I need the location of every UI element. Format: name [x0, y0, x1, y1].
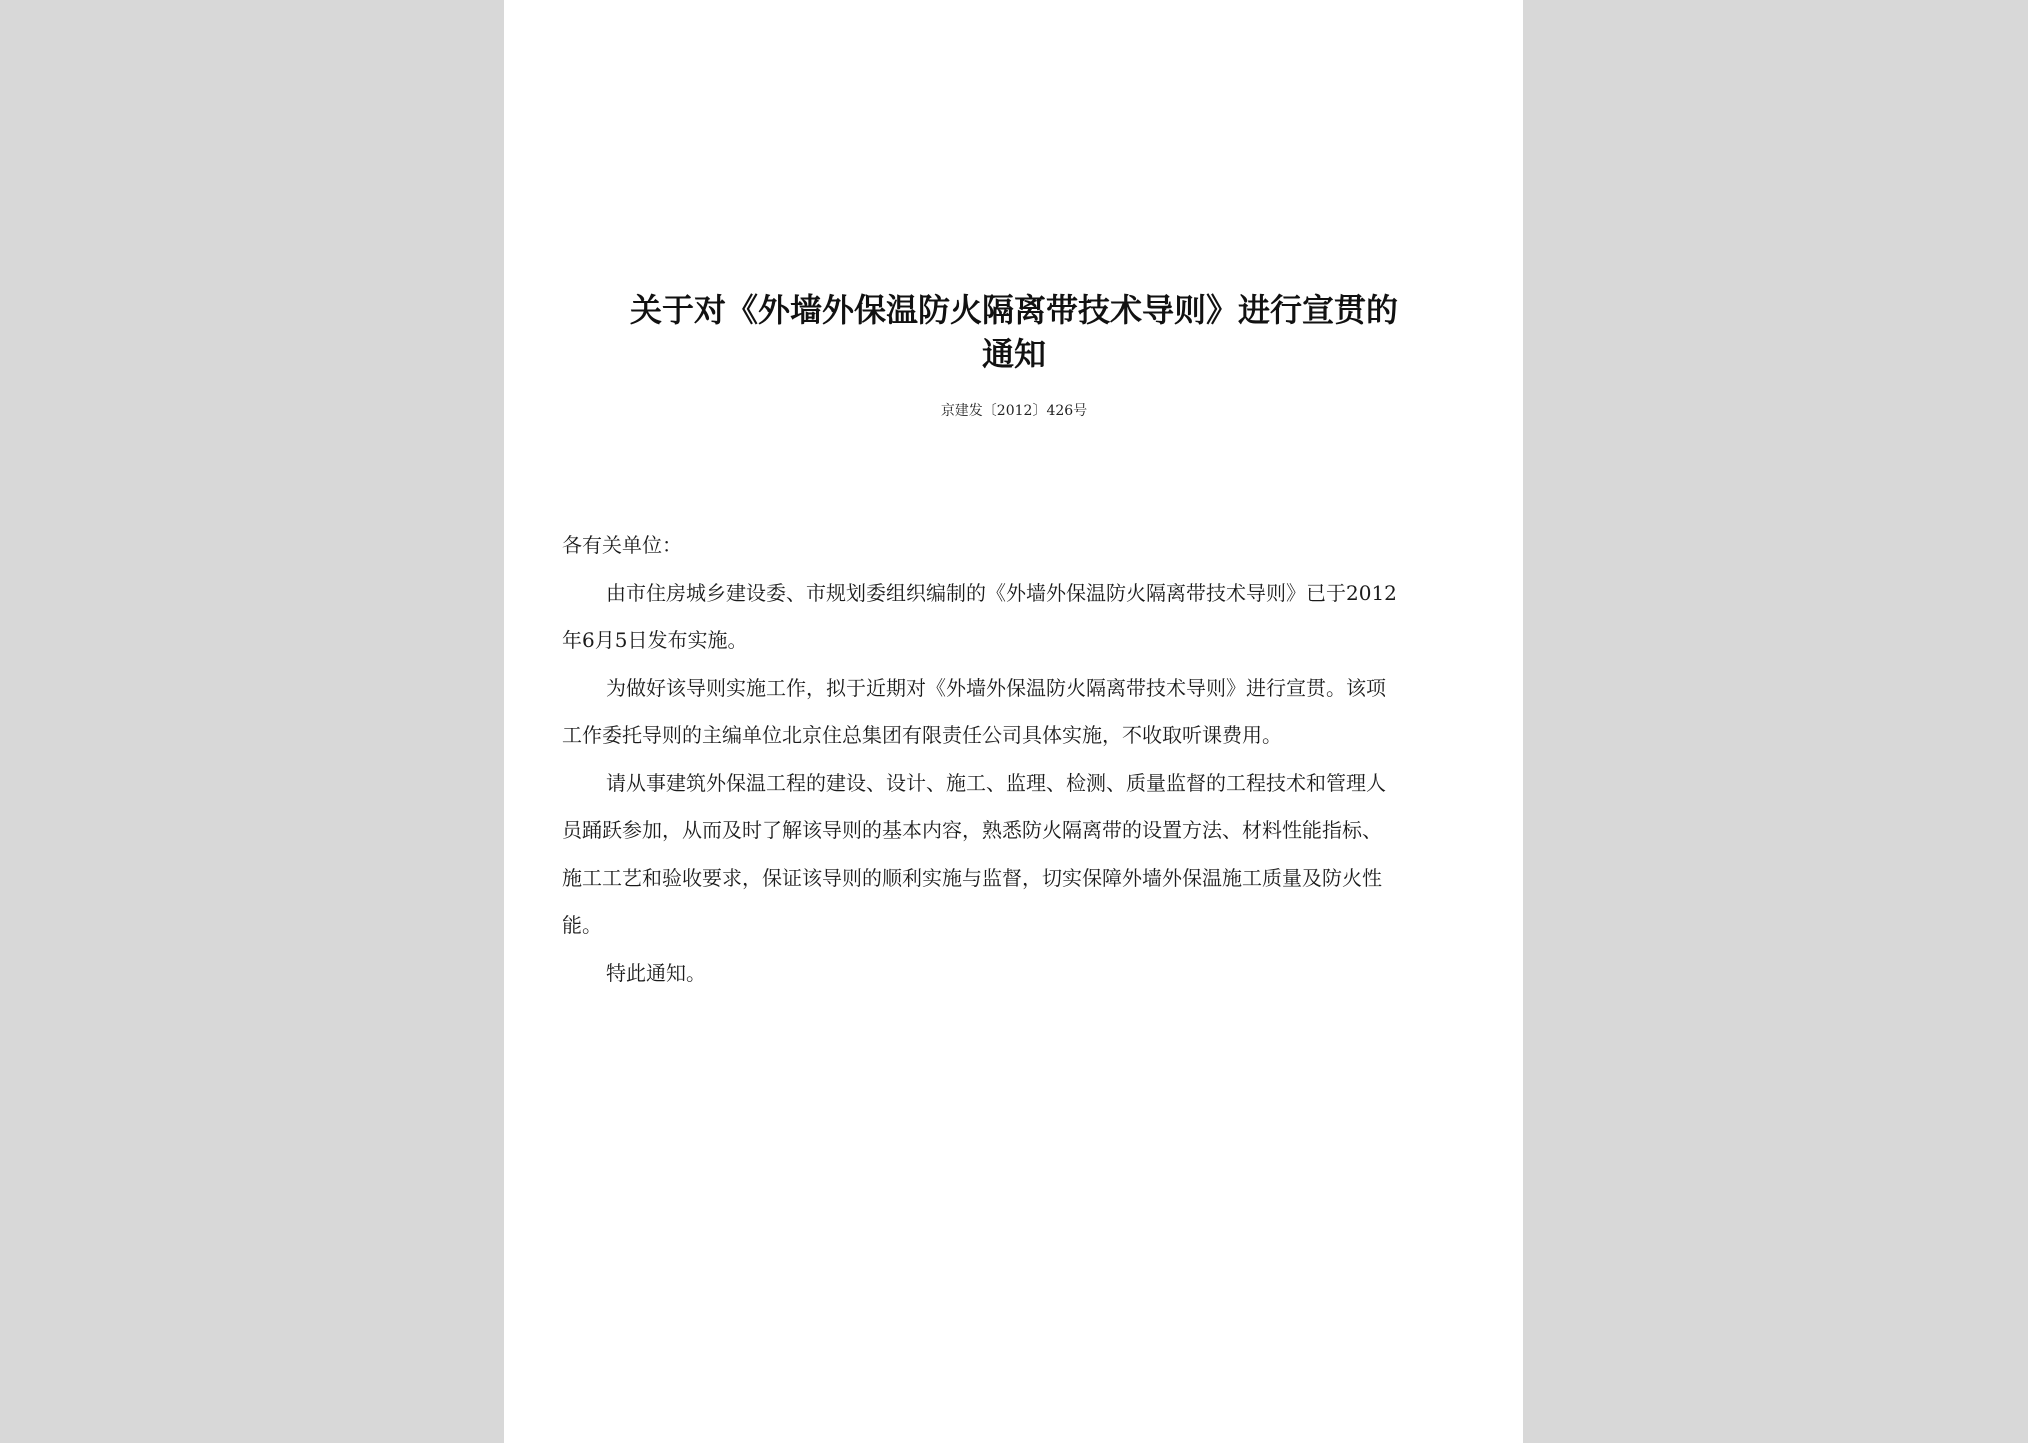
title-line-2: 通知	[981, 335, 1046, 373]
paragraph-1	[562, 570, 1454, 665]
paragraph-2-line-2: 工作委托导则的主编单位北京住总集团有限责任公司具体实施，不收取听课费用。	[562, 723, 1282, 747]
document-body	[562, 522, 1454, 997]
paragraph-2-line-1: 为做好该导则实施工作，拟于近期对《外墙外保温防火隔离带技术导则》进行宣贯。该项	[606, 675, 1386, 700]
document-title	[564, 288, 1464, 376]
paragraph-3	[562, 760, 1454, 950]
paragraph-1-line-1: 由市住房城乡建设委、市规划委组织编制的《外墙外保温防火隔离带技术导则》已于2012	[606, 580, 1397, 605]
paragraph-3-line-1: 请从事建筑外保温工程的建设、设计、施工、监理、检测、质量监督的工程技术和管理人	[606, 770, 1386, 795]
paragraph-3-line-4: 能。	[562, 913, 602, 937]
paragraph-3-line-2: 员踊跃参加，从而及时了解该导则的基本内容，熟悉防火隔离带的设置方法、材料性能指标、	[562, 818, 1382, 842]
salutation: 各有关单位：	[562, 533, 682, 557]
paragraph-3-line-3: 施工工艺和验收要求，保证该导则的顺利实施与监督，切实保障外墙外保温施工质量及防火性	[562, 865, 1382, 890]
title-line-1: 关于对《外墙外保温防火隔离带技术导则》进行宣贯的	[629, 291, 1398, 329]
document-page	[504, 0, 1523, 1443]
paragraph-2	[562, 665, 1454, 760]
closing: 特此通知。	[606, 960, 706, 985]
document-number: 京建发〔2012〕426号	[940, 403, 1088, 419]
paragraph-1-line-2: 年6月5日发布实施。	[562, 628, 748, 652]
